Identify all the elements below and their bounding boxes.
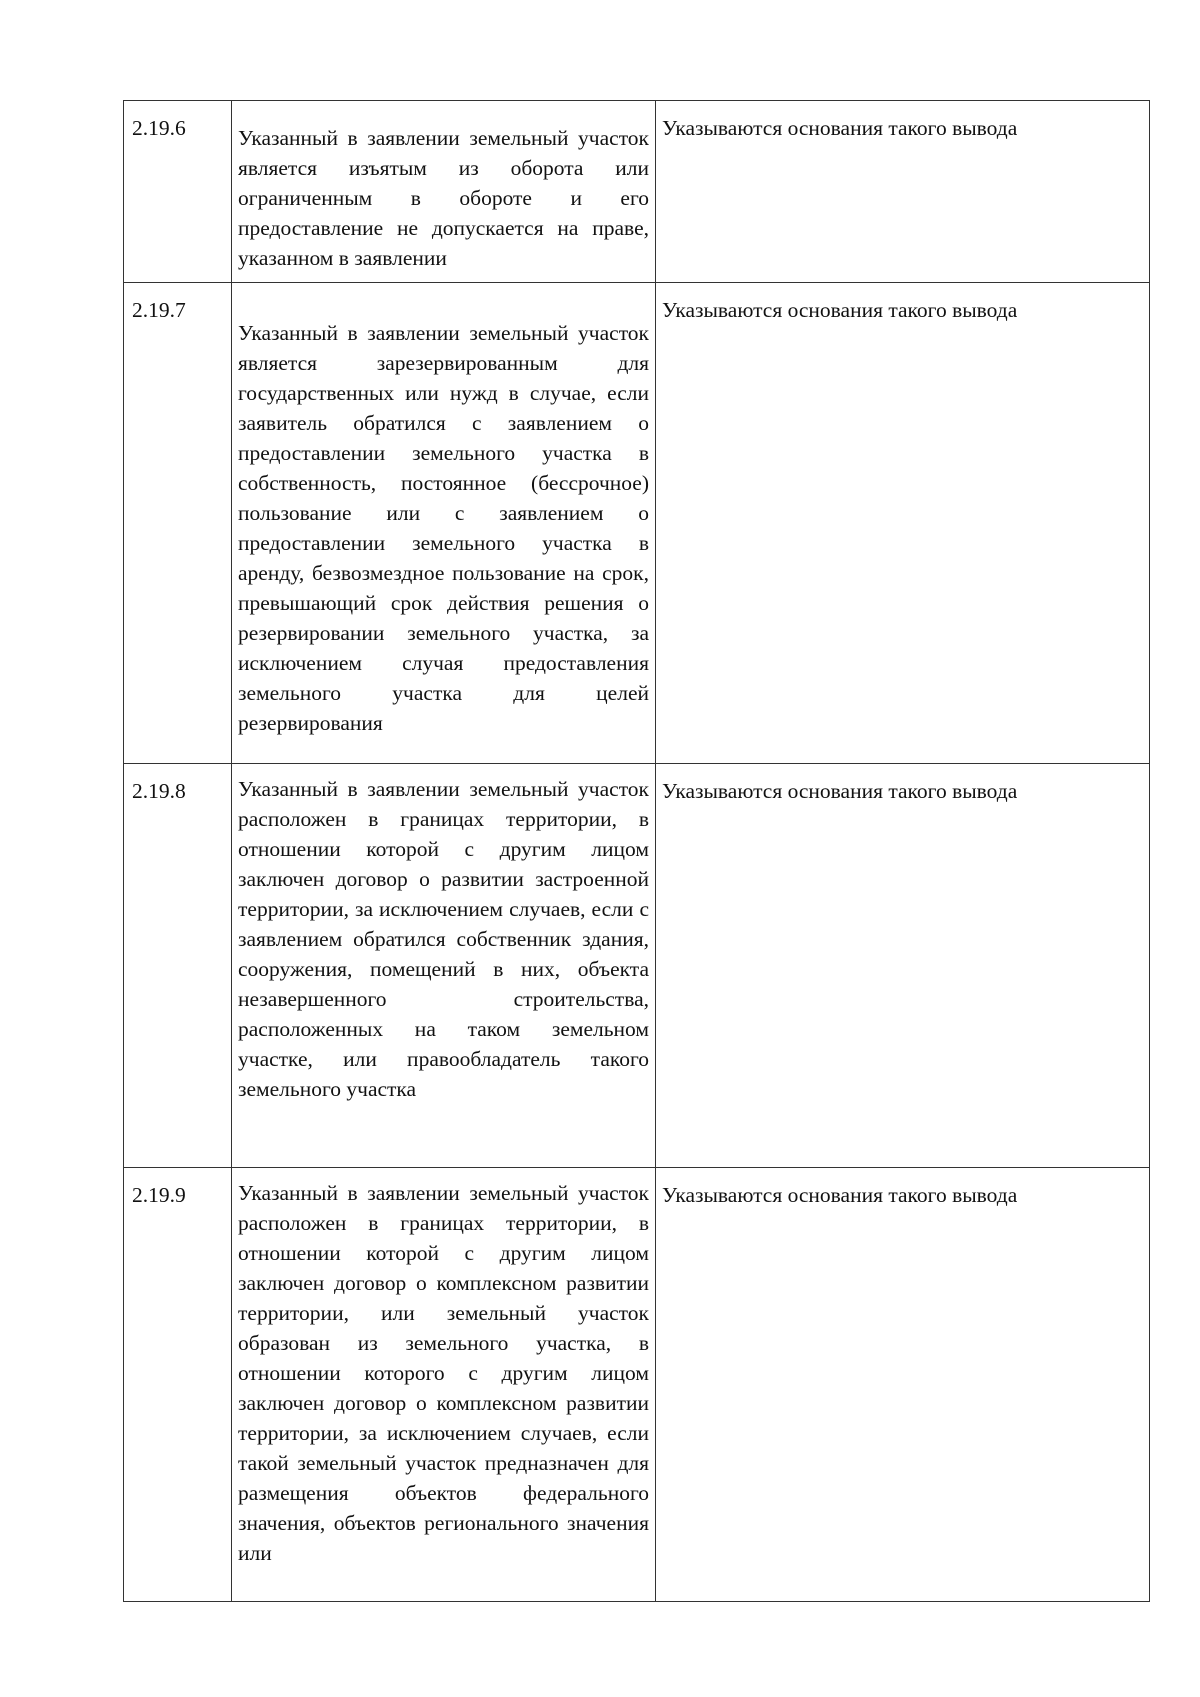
refusal-grounds-table: [123, 100, 1150, 1602]
clause-ground-text: [232, 101, 656, 283]
clause-ground-text: [232, 283, 656, 764]
clause-note: Указываются основания такого вывода: [656, 1168, 1150, 1602]
clause-number: 2.19.8: [124, 764, 232, 1168]
clause-ground-text: [232, 1168, 656, 1602]
clause-note: Указываются основания такого вывода: [656, 101, 1150, 283]
clause-note: Указываются основания такого вывода: [656, 283, 1150, 764]
table-row: [124, 764, 1150, 1168]
clause-number: 2.19.7: [124, 283, 232, 764]
clause-ground-text: [232, 764, 656, 1168]
clause-number: 2.19.6: [124, 101, 232, 283]
clause-note: Указываются основания такого вывода: [656, 764, 1150, 1168]
clause-ground-body: Указанный в заявлении земельный участок является зарезервированным для государственных или нужд в случае, если заявитель обратился с заявлением о предоставлении земельного участка в собственность, постоянное (бессрочное) пользование или с заявлением о предоставлении земельного участка в аренду, безвозмездное пользование на срок, превышающий срок действия решения о резервировании земельного участка, за исключением случая предоставления земельного участка для целей резервирования: [238, 321, 649, 735]
clause-ground-body: Указанный в заявлении земельный участок расположен в границах территории, в отношении которой с другим лицом заключен договор о комплексном развитии территории, или земельный участок образован из земельного участка, в отношении которого с другим лицом заключен договор о комплексном развитии территории, за исключением случаев, если такой земельный участок предназначен для размещения объектов федерального значения, объектов регионального значения или: [238, 1181, 649, 1565]
clause-ground-body: Указанный в заявлении земельный участок расположен в границах территории, в отношении которой с другим лицом заключен договор о развитии застроенной территории, за исключением случаев, если с заявлением обратился собственник здания, сооружения, помещений в них, объекта незавершенного строительства, расположенных на таком земельном участке, или правообладатель такого земельного участка: [238, 777, 649, 1101]
table-row: [124, 101, 1150, 283]
table-row: [124, 1168, 1150, 1602]
clause-number: 2.19.9: [124, 1168, 232, 1602]
table-row: [124, 283, 1150, 764]
clause-ground-body: Указанный в заявлении земельный участок является изъятым из оборота или ограниченным в обороте и его предоставление не допускается на праве, указанном в заявлении: [238, 126, 649, 270]
